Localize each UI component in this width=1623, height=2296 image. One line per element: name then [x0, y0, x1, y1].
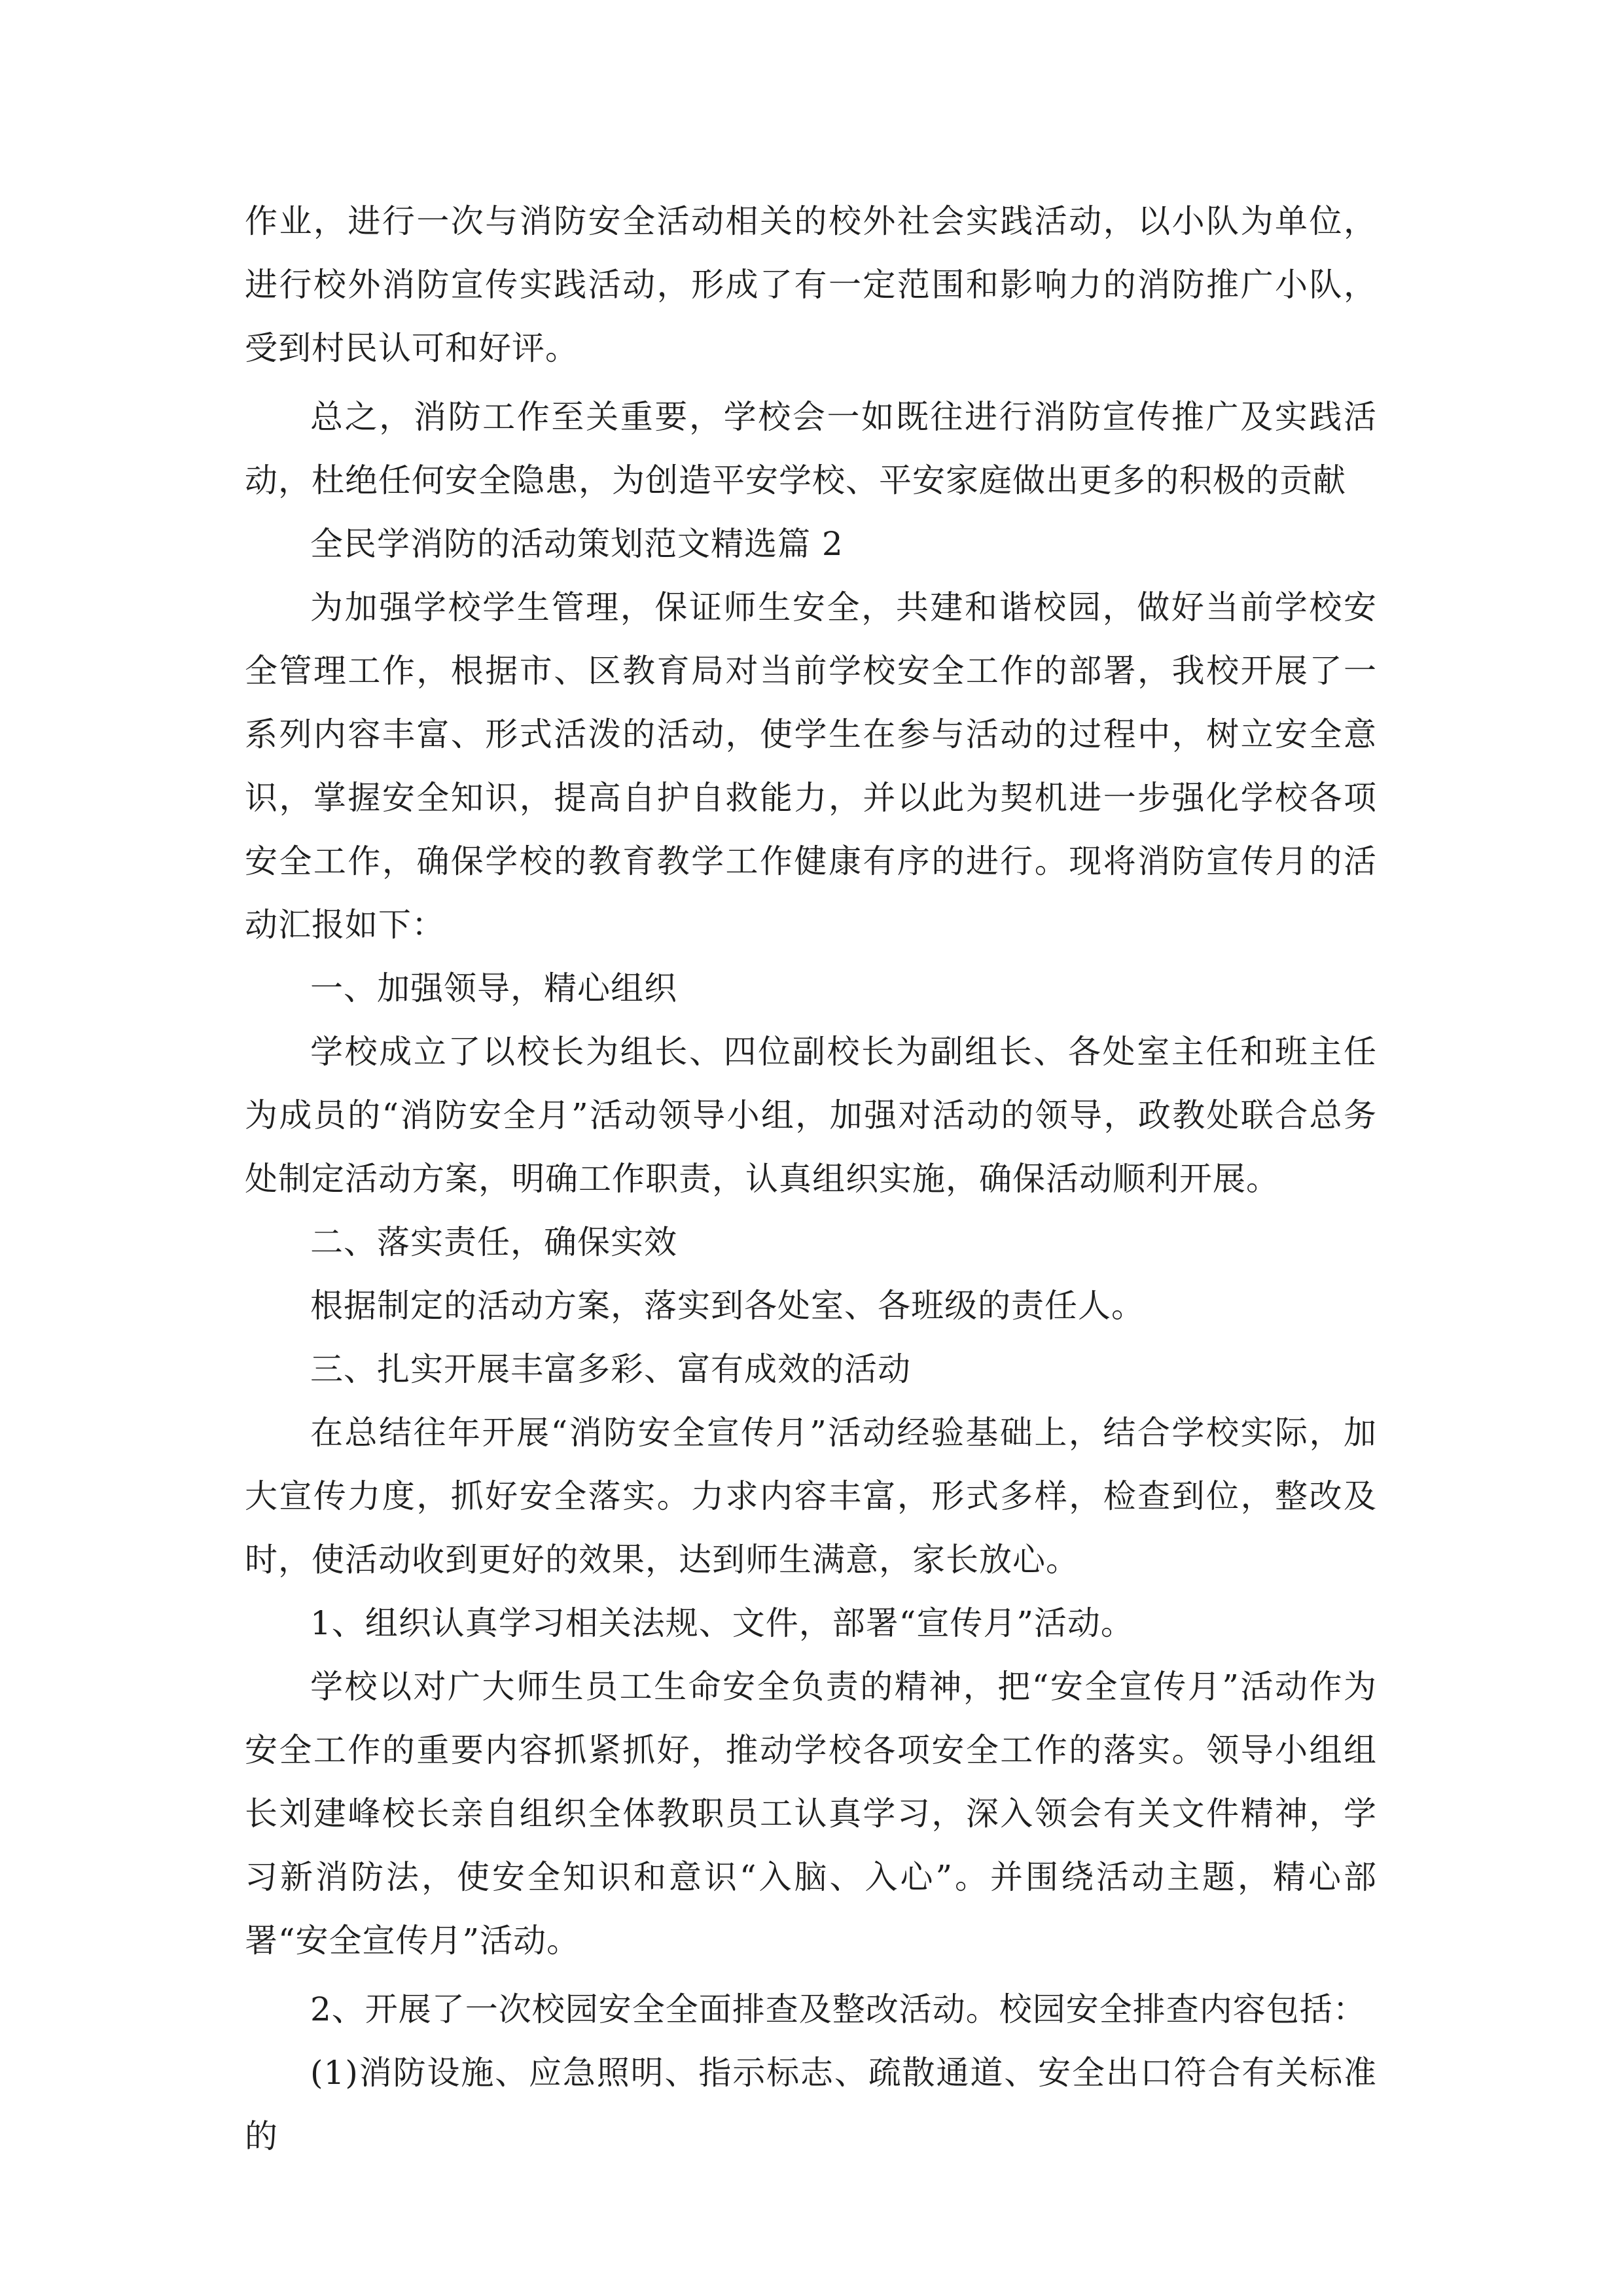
paragraph-study: 学校以对广大师生员工生命安全负责的精神，把“安全宣传月”活动作为安全工作的重要内容抓紧抓好，推动学校各项安全工作的落实。领导小组组长刘建峰校长亲自组织全体教职员工认真学习，深入领会有关文件精神，学习新消防法，使安全知识和意识“入脑、入心”。并围绕活动主题，精心部署“安全宣传月”活动。 [245, 1668, 1377, 1960]
paragraph-activities: 在总结往年开展“消防安全宣传月”活动经验基础上，结合学校实际，加大宣传力度，抓好安全落实。力求内容丰富，形式多样，检查到位，整改及时，使活动收到更好的效果，达到师生满意，家长放心。 [245, 1414, 1377, 1579]
paragraph-responsibility: 根据制定的活动方案，落实到各处室、各班级的责任人。 [310, 1287, 1145, 1325]
document-body [245, 190, 1377, 2168]
paragraph-organization: 学校成立了以校长为组长、四位副校长为副组长、各处室主任和班主任为成员的“消防安全月”活动领导小组，加强对活动的领导，政教处联合总务处制定活动方案，明确工作职责，认真组织实施，确保活动顺利开展。 [245, 1033, 1377, 1198]
section-title: 全民学消防的活动策划范文精选篇 2 [310, 525, 844, 563]
heading-1: 一、加强领导，精心组织 [310, 969, 677, 1007]
heading-2: 二、落实责任，确保实效 [310, 1223, 677, 1261]
paragraph-conclusion: 总之，消防工作至关重要，学校会一如既往进行消防宣传推广及实践活动，杜绝任何安全隐患，为创造平安学校、平安家庭做出更多的积极的贡献 [245, 398, 1377, 499]
heading-3: 三、扎实开展丰富多彩、富有成效的活动 [310, 1350, 911, 1388]
list-item-1: 1、组织认真学习相关法规、文件，部署“宣传月”活动。 [310, 1604, 1134, 1642]
paragraph-intro: 为加强学校学生管理，保证师生安全，共建和谐校园，做好当前学校安全管理工作，根据市、区教育局对当前学校安全工作的部署，我校开展了一系列内容丰富、形式活泼的活动，使学生在参与活动的过程中，树立安全意识，掌握安全知识，提高自护自救能力，并以此为契机进一步强化学校各项安全工作，确保学校的教育教学工作健康有序的进行。现将消防宣传月的活动汇报如下： [245, 588, 1377, 944]
paragraph-continuation: 作业，进行一次与消防安全活动相关的校外社会实践活动，以小队为单位，进行校外消防宣传实践活动，形成了有一定范围和影响力的消防推广小队，受到村民认可和好评。 [245, 202, 1377, 367]
list-item-2: 2、开展了一次校园安全全面排查及整改活动。校园安全排查内容包括： [310, 1990, 1366, 2028]
list-item-2-sub-1: (1)消防设施、应急照明、指示标志、疏散通道、安全出口符合有关标准的 [245, 2054, 1377, 2155]
